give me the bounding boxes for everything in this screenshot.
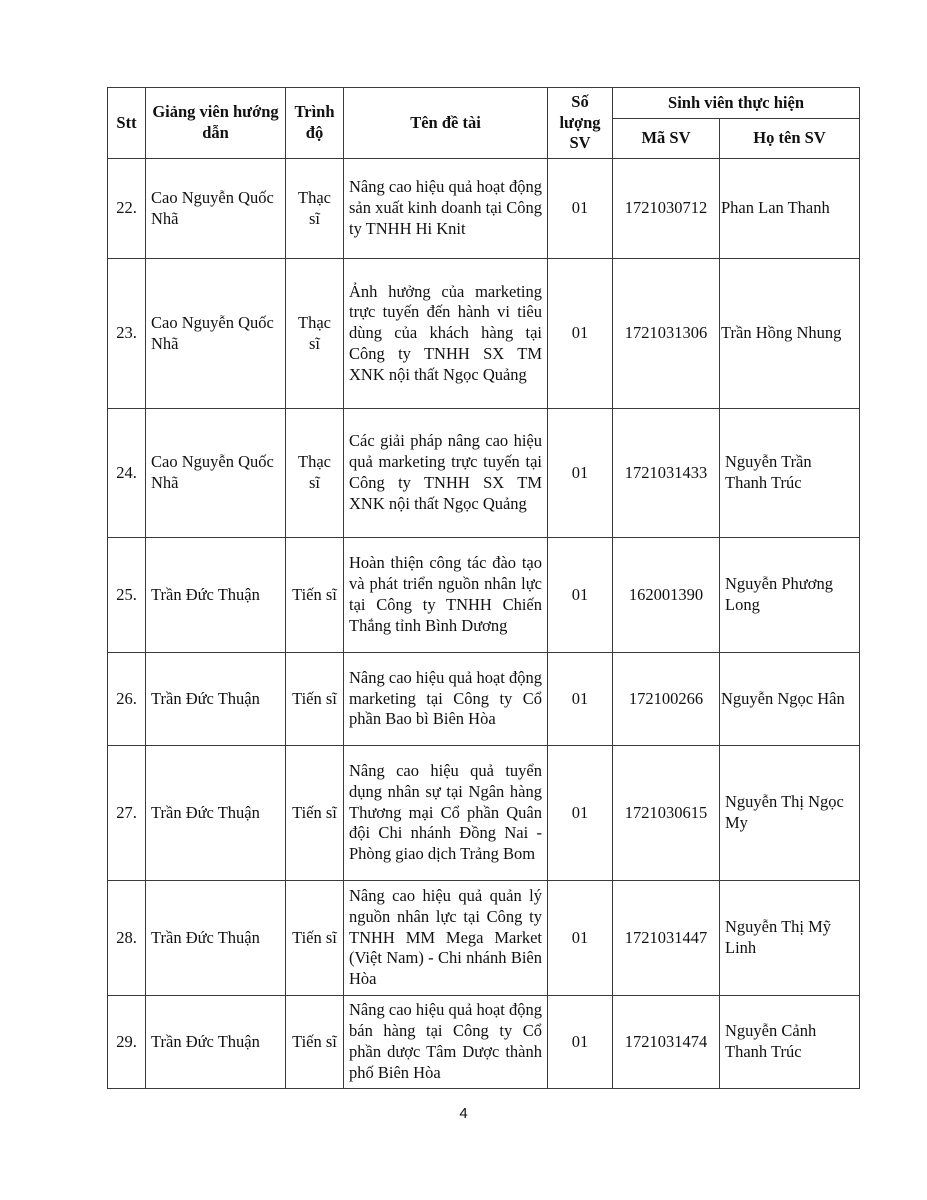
- thesis-assignment-table: [107, 87, 860, 1089]
- student-name: Nguyễn Ngọc Hân: [720, 653, 860, 746]
- thesis-topic: Nâng cao hiệu quả hoạt động sản xuất kinh doanh tại Công ty TNHH Hi Knit: [344, 159, 548, 259]
- student-id: 1721030615: [613, 746, 720, 881]
- student-id: 162001390: [613, 538, 720, 653]
- thesis-topic: Các giải pháp nâng cao hiệu quả marketing trực tuyến tại Công ty TNHH SX TM XNK nội thất Ngọc Quảng: [344, 409, 548, 538]
- row-number: 22.: [108, 159, 146, 259]
- student-name: Nguyễn Thị Ngọc My: [720, 746, 860, 881]
- student-count: 01: [548, 538, 613, 653]
- table-row: [108, 996, 860, 1089]
- student-id: 1721031447: [613, 881, 720, 996]
- thesis-topic: Hoàn thiện công tác đào tạo và phát triển nguồn nhân lực tại Công ty TNHH Chiến Thắng tỉnh Bình Dương: [344, 538, 548, 653]
- advisor-name: Cao Nguyễn Quốc Nhã: [146, 409, 286, 538]
- advisor-degree: Tiến sĩ: [286, 653, 344, 746]
- header-students-group: Sinh viên thực hiện: [613, 88, 860, 119]
- advisor-degree: Thạc sĩ: [286, 159, 344, 259]
- advisor-name: Trần Đức Thuận: [146, 881, 286, 996]
- row-number: 27.: [108, 746, 146, 881]
- advisor-name: Trần Đức Thuận: [146, 653, 286, 746]
- advisor-degree: Thạc sĩ: [286, 409, 344, 538]
- table-row: [108, 409, 860, 538]
- thesis-topic: Nâng cao hiệu quả tuyển dụng nhân sự tại Ngân hàng Thương mại Cổ phần Quân đội Chi nhánh Đồng Nai - Phòng giao dịch Trảng Bom: [344, 746, 548, 881]
- table-row: [108, 746, 860, 881]
- page-number: 4: [459, 1105, 468, 1122]
- student-count: 01: [548, 996, 613, 1089]
- student-id: 1721030712: [613, 159, 720, 259]
- thesis-topic: Nâng cao hiệu quả hoạt động bán hàng tại Công ty Cổ phần dược Tâm Dược thành phố Biên Hòa: [344, 996, 548, 1089]
- row-number: 25.: [108, 538, 146, 653]
- student-count: 01: [548, 159, 613, 259]
- student-count: 01: [548, 259, 613, 409]
- student-id: 1721031474: [613, 996, 720, 1089]
- table-row: [108, 259, 860, 409]
- header-stt: Stt: [108, 88, 146, 159]
- student-name: Trần Hồng Nhung: [720, 259, 860, 409]
- table-body: [108, 159, 860, 1089]
- student-id: 172100266: [613, 653, 720, 746]
- header-count: Số lượng SV: [548, 88, 613, 159]
- student-count: 01: [548, 653, 613, 746]
- advisor-name: Trần Đức Thuận: [146, 538, 286, 653]
- header-advisor: Giảng viên hướng dẫn: [146, 88, 286, 159]
- header-degree: Trình độ: [286, 88, 344, 159]
- header-student-name: Họ tên SV: [720, 119, 860, 159]
- student-id: 1721031433: [613, 409, 720, 538]
- row-number: 26.: [108, 653, 146, 746]
- row-number: 24.: [108, 409, 146, 538]
- advisor-name: Cao Nguyễn Quốc Nhã: [146, 159, 286, 259]
- advisor-degree: Tiến sĩ: [286, 538, 344, 653]
- thesis-topic: Nâng cao hiệu quả hoạt động marketing tại Công ty Cổ phần Bao bì Biên Hòa: [344, 653, 548, 746]
- advisor-degree: Tiến sĩ: [286, 881, 344, 996]
- thesis-topic: Ảnh hưởng của marketing trực tuyến đến hành vi tiêu dùng của khách hàng tại Công ty TNHH SX TM XNK nội thất Ngọc Quảng: [344, 259, 548, 409]
- student-name: Phan Lan Thanh: [720, 159, 860, 259]
- student-count: 01: [548, 409, 613, 538]
- row-number: 23.: [108, 259, 146, 409]
- advisor-degree: Tiến sĩ: [286, 746, 344, 881]
- row-number: 28.: [108, 881, 146, 996]
- header-topic: Tên đề tài: [344, 88, 548, 159]
- advisor-degree: Tiến sĩ: [286, 996, 344, 1089]
- student-name: Nguyễn Cảnh Thanh Trúc: [720, 996, 860, 1089]
- student-name: Nguyễn Trần Thanh Trúc: [720, 409, 860, 538]
- advisor-name: Trần Đức Thuận: [146, 996, 286, 1089]
- advisor-name: Trần Đức Thuận: [146, 746, 286, 881]
- student-name: Nguyễn Thị Mỹ Linh: [720, 881, 860, 996]
- table-row: [108, 881, 860, 996]
- student-count: 01: [548, 881, 613, 996]
- header-student-id: Mã SV: [613, 119, 720, 159]
- student-count: 01: [548, 746, 613, 881]
- thesis-topic: Nâng cao hiệu quả quản lý nguồn nhân lực tại Công ty TNHH MM Mega Market (Việt Nam) - Chi nhánh Biên Hòa: [344, 881, 548, 996]
- row-number: 29.: [108, 996, 146, 1089]
- student-name: Nguyễn Phương Long: [720, 538, 860, 653]
- table-row: [108, 653, 860, 746]
- advisor-name: Cao Nguyễn Quốc Nhã: [146, 259, 286, 409]
- advisor-degree: Thạc sĩ: [286, 259, 344, 409]
- table-row: [108, 159, 860, 259]
- student-id: 1721031306: [613, 259, 720, 409]
- table-row: [108, 538, 860, 653]
